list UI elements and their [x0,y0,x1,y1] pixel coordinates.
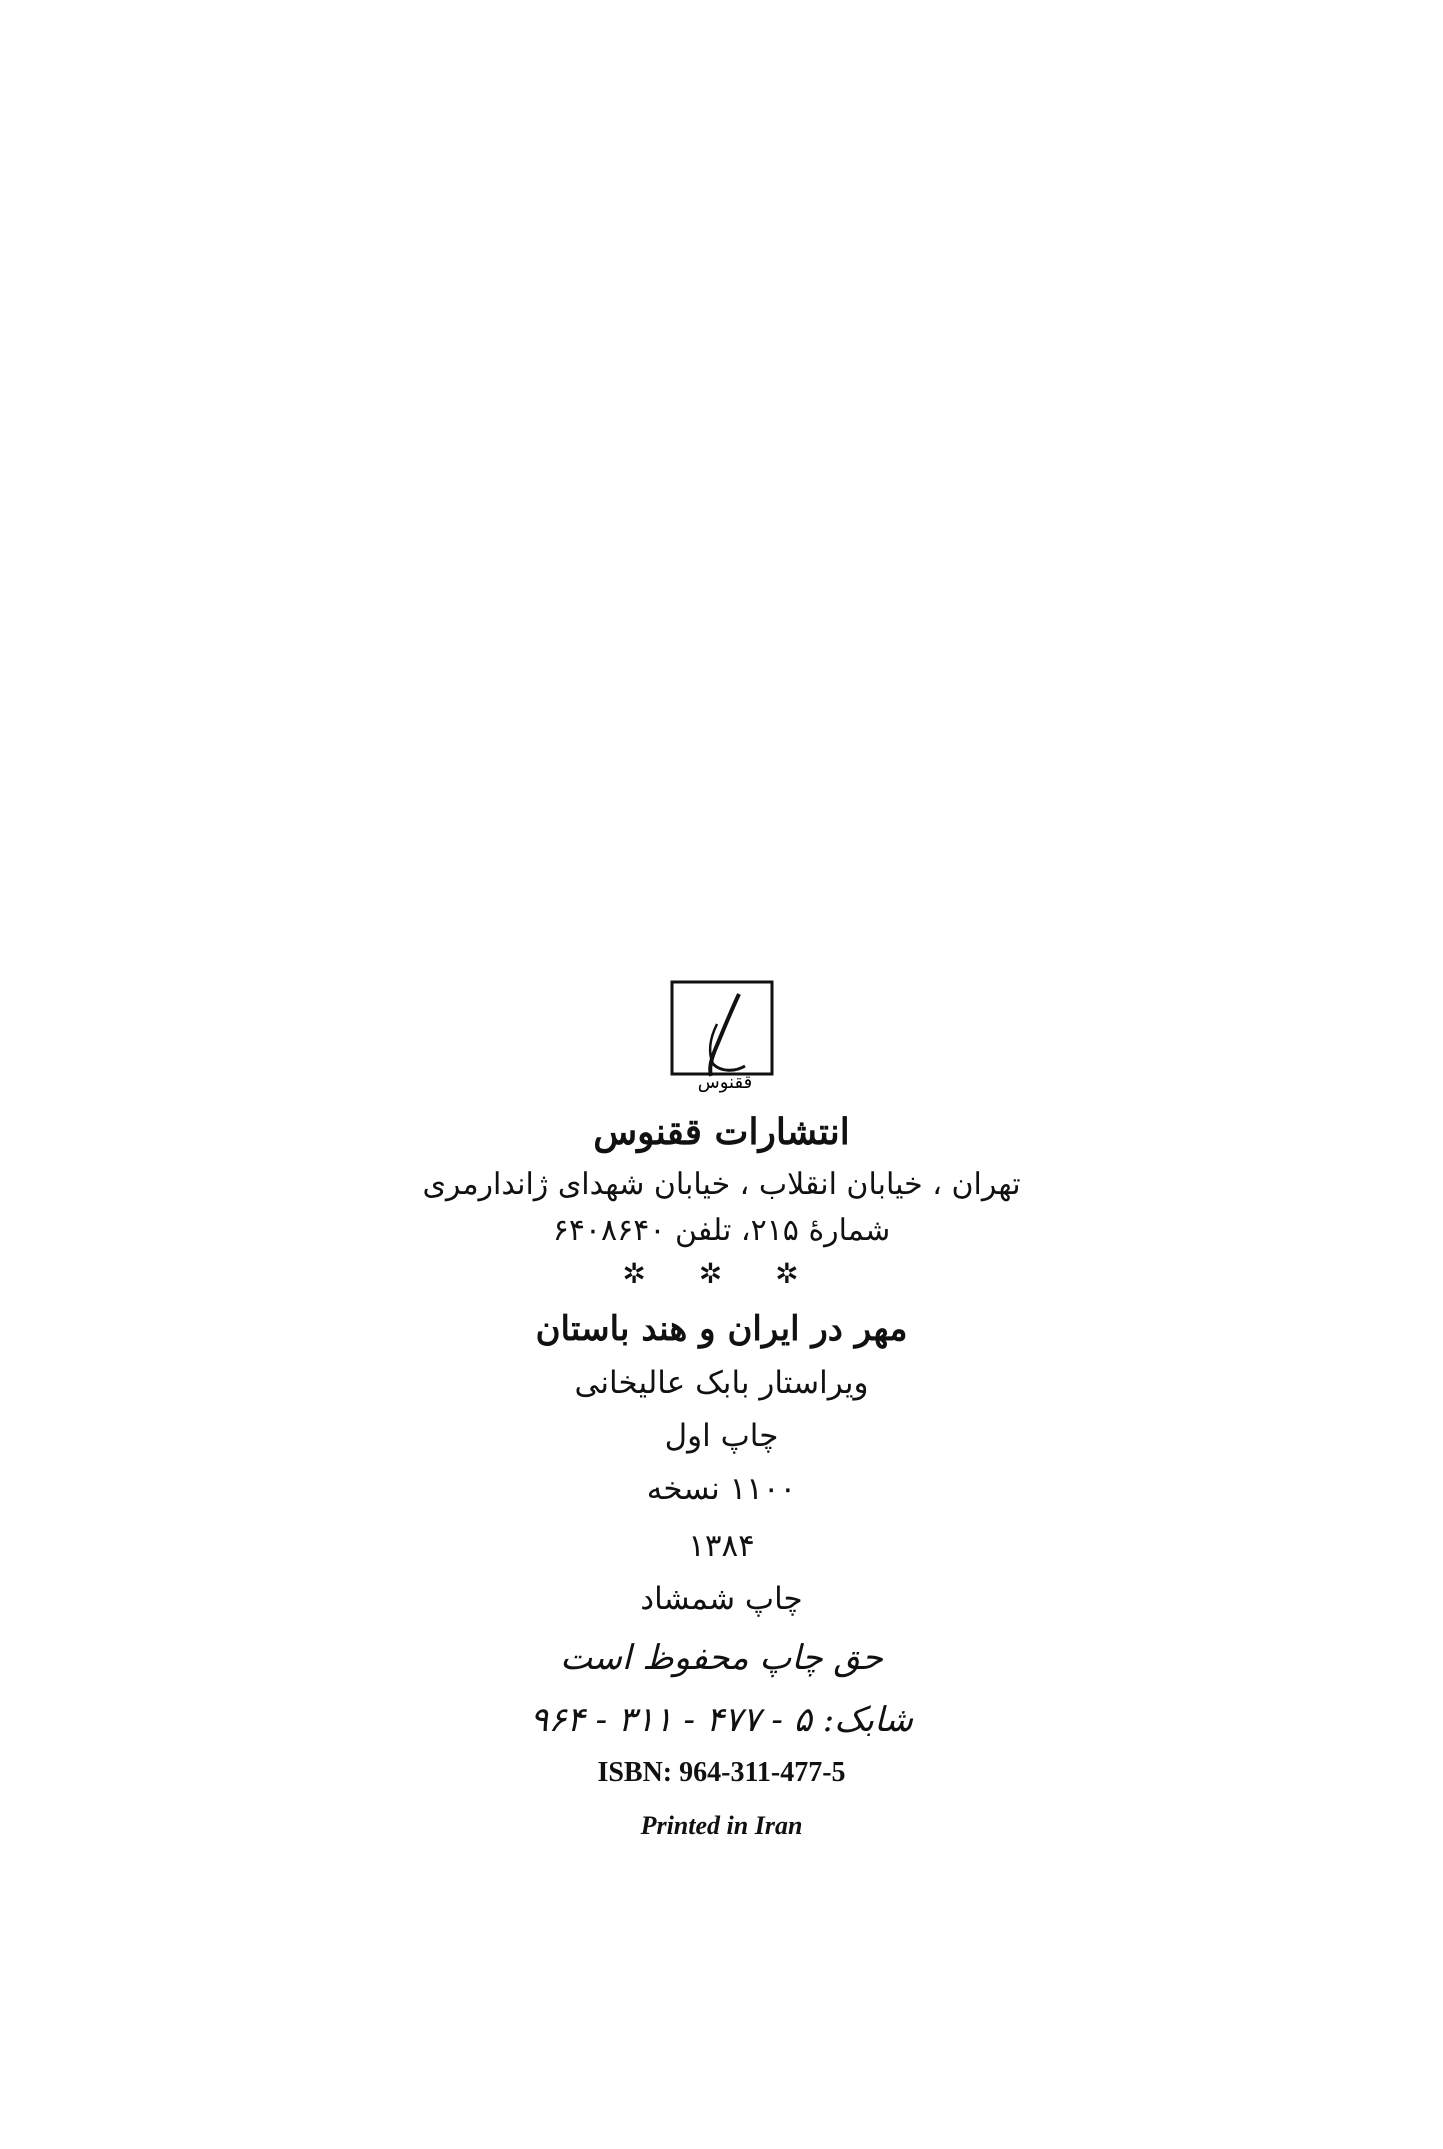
publisher-address: تهران ، خیابان انقلاب ، خیابان شهدای ژاندارمری [422,1167,1021,1202]
phoenix-logo-icon [669,980,775,1096]
printer-name: چاپ شمشاد [640,1581,803,1617]
separator-stars: ✲ ✲ ✲ [622,1257,821,1290]
isbn-number: ISBN: 964-311-477-5 [597,1757,846,1788]
publication-year: ۱۳۸۴ [688,1528,755,1564]
publisher-name: انتشارات ققنوس [593,1111,850,1153]
logo-text: ققنوس [697,1072,752,1093]
publisher-phone: شمارهٔ ۲۱۵، تلفن ۶۴۰۸۶۴۰ [552,1213,891,1248]
book-edition: چاپ اول [664,1418,779,1454]
colophon [0,980,1443,1839]
printed-in: Printed in Iran [640,1811,803,1840]
book-title: مهر در ایران و هند باستان [535,1309,908,1349]
shabak-number: شابک: ۵ - ۴۷۷ - ۳۱۱ - ۹۶۴ [530,1700,913,1740]
book-editor: ویراستار بابک عالیخانی [574,1365,869,1401]
copyright-notice: حق چاپ محفوظ است [560,1638,883,1678]
print-run: ۱۱۰۰ نسخه [646,1471,797,1507]
